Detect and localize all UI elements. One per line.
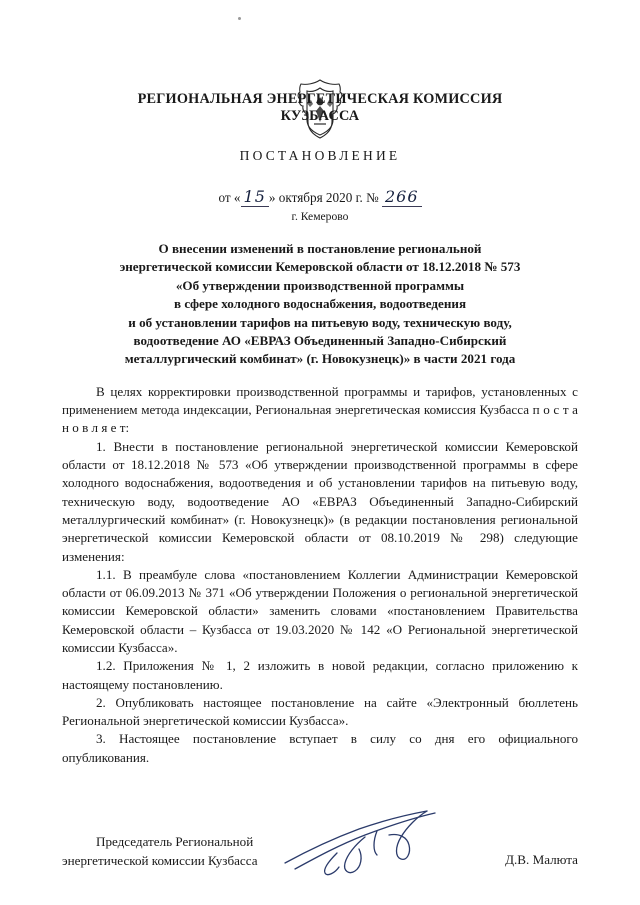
body-paragraph: 2. Опубликовать настоящее постановление на сайте «Электронный бюллетень Региональной энергетической комиссии Кузбасса». xyxy=(62,694,578,729)
date-day-handwritten: 15 xyxy=(241,187,269,207)
signatory-title-line2: энергетической комиссии Кузбасса xyxy=(62,852,258,868)
document-subject xyxy=(62,240,578,369)
dateline-middle: » октября 2020 г. № xyxy=(268,190,379,205)
document-type: ПОСТАНОВЛЕНИЕ xyxy=(239,148,401,163)
document-number-handwritten: 266 xyxy=(382,187,422,207)
body-paragraph: В целях корректировки производственной программы и тарифов, установленных с применением метода индексации, Региональная энергетическая комиссия Кузбасса п о с т а н о в л я е т: xyxy=(62,383,578,436)
dateline xyxy=(62,187,578,206)
subject-line: и об установлении тарифов на питьевую воду, техническую воду, xyxy=(128,314,512,330)
organization-title xyxy=(62,91,578,125)
body-paragraph: 1. Внести в постановление региональной энергетической комиссии Кемеровской области от 18.12.2018 № 573 «Об утверждении производственной программы в сфере холодного водоснабжения, водоотведения и об установлении тарифов на питьевую воду, техническую воду, водоотведение АО «ЕВРАЗ Объединенный Западно-Сибирский металлургический комбинат» (г. Новокузнецк)» (в редакции постановления региональной энергетической комиссии Кемеровской области от 08.10.2019 № 298) следующие изменения: xyxy=(62,438,578,564)
signature-block xyxy=(62,833,578,870)
signatory-title xyxy=(62,833,382,870)
body-paragraph: 1.2. Приложения № 1, 2 изложить в новой редакции, согласно приложению к настоящему постановлению. xyxy=(62,658,578,692)
city-line: г. Кемерово xyxy=(291,210,349,223)
subject-line: металлургический комбинат» (г. Новокузнецк)» в части 2021 года xyxy=(124,351,516,367)
subject-line: водоотведение АО «ЕВРАЗ Объединенный Западно-Сибирский xyxy=(133,333,507,349)
signatory-title-line1: Председатель Региональной xyxy=(96,834,254,849)
body-paragraph: 3. Настоящее постановление вступает в силу со дня его официального опубликования. xyxy=(62,731,578,765)
organization-title-line2: КУЗБАССА xyxy=(280,108,360,124)
subject-line: О внесении изменений в постановление региональной xyxy=(158,241,482,256)
coat-of-arms-icon xyxy=(62,0,578,78)
dateline-prefix: от « xyxy=(218,190,241,205)
subject-line: в сфере холодного водоснабжения, водоотведения xyxy=(173,296,467,312)
document-body xyxy=(62,383,578,767)
organization-title-line1: РЕГИОНАЛЬНАЯ ЭНЕРГЕТИЧЕСКАЯ КОМИССИЯ xyxy=(137,91,503,107)
scan-artifact-dot xyxy=(238,17,241,20)
signatory-name: Д.В. Малюта xyxy=(505,852,578,867)
subject-line: «Об утверждении производственной программы xyxy=(175,277,465,293)
subject-line: энергетической комиссии Кемеровской области от 18.12.2018 № 573 xyxy=(119,259,521,275)
body-paragraph: 1.1. В преамбуле слова «постановлением Коллегии Администрации Кемеровской области от 06.09.2013 № 371 «Об утверждении Положения о региональной энергетической комиссии Кемеровской области» заменить словами «постановлением Правительства Кемеровской области – Кузбасса от 19.03.2020 № 142 «О Региональной энергетической комиссии Кузбасса». xyxy=(62,566,578,655)
